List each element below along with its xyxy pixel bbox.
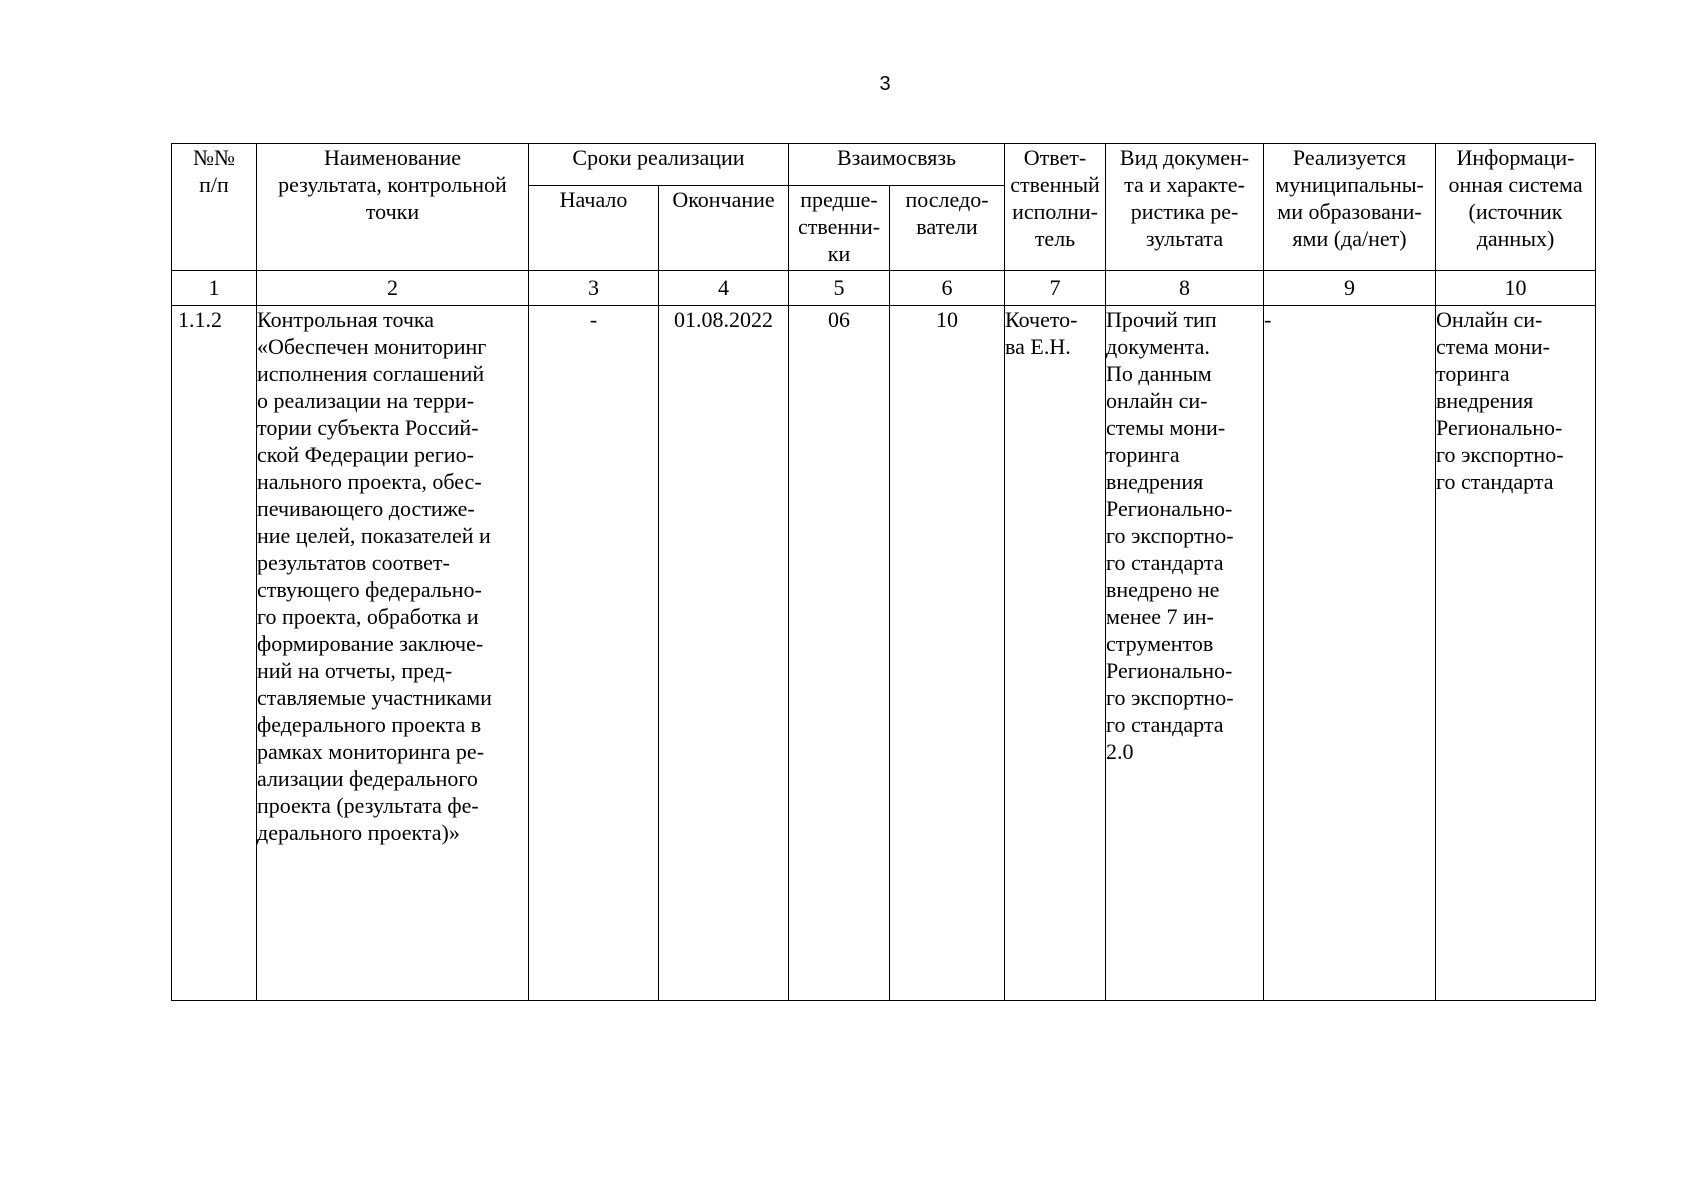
row-document: Прочий тип документа. По данным онлайн си- стемы мони- торинга внедрения Регионально- го экспортно- го стандарта внедрено не менее 7 ин- струментов Регионально- го экспортно- го стандарта 2.0 — [1106, 306, 1264, 1001]
column-number: 9 — [1264, 271, 1436, 306]
page-number: 3 — [879, 73, 891, 95]
column-number: 3 — [529, 271, 659, 306]
row-predecessors: 06 — [789, 306, 890, 1001]
row-info-system: Онлайн си- стема мони- торинга внедрения Регионально- го экспортно- го стандарта — [1436, 306, 1596, 1001]
table-row — [172, 306, 1596, 1001]
row-name: Контрольная точка «Обеспечен мониторинг исполнения соглашений о реализации на терри- тории субъекта Россий- ской Федерации регио- нального проекта, обес- печивающего достиже- ние целей, показателей и результатов соответ- ствующего федерально- го проекта, обработка и формирование заключе- ний на отчеты, пред- ставляемые участниками федерального проекта в рамках мониторинга ре- ализации федерального проекта (результата фе- дерального проекта)» — [257, 306, 529, 1001]
header-info-system: Информаци- онная система (источник данных) — [1436, 144, 1596, 271]
header-document-type: Вид докумен- та и характе- ристика ре- зультата — [1106, 144, 1264, 271]
column-number-row — [172, 271, 1596, 306]
column-number: 7 — [1005, 271, 1106, 306]
row-municipal: - — [1264, 306, 1436, 1001]
column-number: 2 — [257, 271, 529, 306]
row-start: - — [529, 306, 659, 1001]
header-end: Окончание — [659, 186, 789, 271]
column-number: 6 — [890, 271, 1005, 306]
header-start: Начало — [529, 186, 659, 271]
column-number: 5 — [789, 271, 890, 306]
header-relationship: Взаимосвязь — [789, 144, 1005, 186]
column-number: 4 — [659, 271, 789, 306]
header-name: Наименование результата, контрольной точки — [257, 144, 529, 271]
header-successors: последо- ватели — [890, 186, 1005, 271]
column-number: 1 — [172, 271, 257, 306]
header-predecessors: предше- ственни- ки — [789, 186, 890, 271]
header-municipal: Реализуется муниципальны- ми образовани- ями (да/нет) — [1264, 144, 1436, 271]
row-responsible: Кочето- ва Е.Н. — [1005, 306, 1106, 1001]
column-number: 8 — [1106, 271, 1264, 306]
header-implementation-period: Сроки реализации — [529, 144, 789, 186]
column-number: 10 — [1436, 271, 1596, 306]
row-number: 1.1.2 — [172, 306, 257, 1001]
row-end: 01.08.2022 — [659, 306, 789, 1001]
header-number: №№ п/п — [172, 144, 257, 271]
control-points-table — [171, 143, 1596, 1001]
header-responsible: Ответ- ственный исполни- тель — [1005, 144, 1106, 271]
row-successors: 10 — [890, 306, 1005, 1001]
